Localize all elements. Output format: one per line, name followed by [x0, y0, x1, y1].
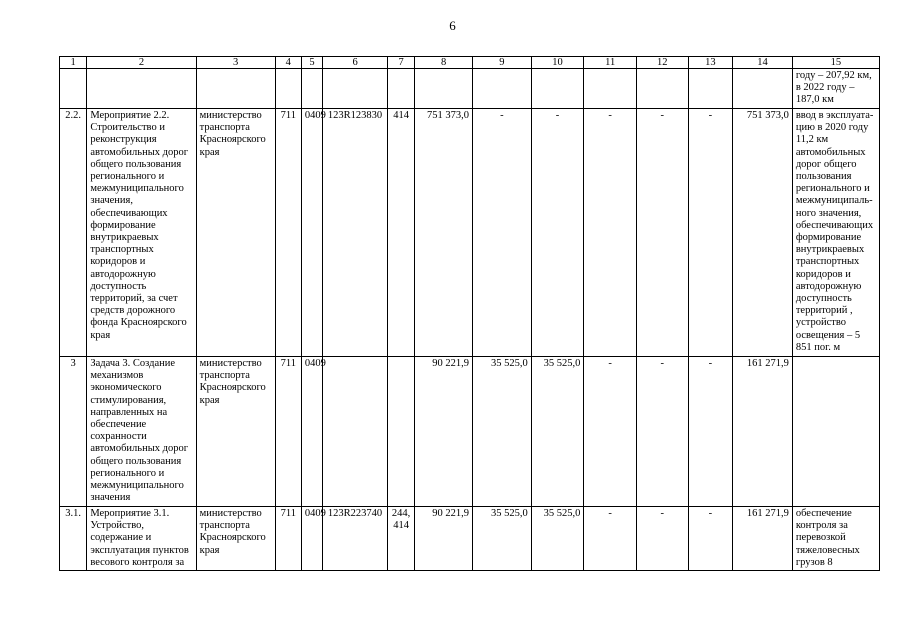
cell-name: Мероприятие 3.1. Устройство, содержание и эксплуатация пунктов весового контроля за [87, 507, 196, 571]
cell-amount: - [584, 357, 637, 507]
cell-result: ввод в эксплуата-цию в 2020 году 11,2 км автомобильных дорог общего пользования регионального и межмуниципаль-ного значения, обеспечивающих формирование внутрикраевых транспортных коридоров и автодорожную доступность территорий , устройство освещения – 5 851 пог. м [792, 109, 879, 357]
cell-amount: - [531, 109, 584, 357]
cell-amount: - [688, 109, 733, 357]
cell-result: обеспечение контроля за перевозкой тяжеловесных грузов 8 [792, 507, 879, 571]
column-numbers-row [60, 57, 880, 69]
column-number: 8 [415, 57, 473, 69]
column-number: 13 [688, 57, 733, 69]
cell-amount: 751 373,0 [415, 109, 473, 357]
cell-amount [472, 69, 531, 109]
column-number: 15 [792, 57, 879, 69]
table-row [60, 507, 880, 571]
cell-amount: - [688, 357, 733, 507]
cell-name: Мероприятие 2.2. Строительство и реконструкция автомобильных дорог общего пользования регионального и межмуниципального значения, обеспечивающих формирование внутрикраевых транспортных коридоров и автодорожную доступность территорий, за счет средств дорожного фонда Красноярского края [87, 109, 196, 357]
column-number: 5 [301, 57, 322, 69]
cell-section: 0409 [301, 507, 322, 571]
cell-amount: 90 221,9 [415, 507, 473, 571]
cell-total [733, 69, 793, 109]
cell-agency: министерство транспорта Красноярского края [196, 357, 275, 507]
column-number: 14 [733, 57, 793, 69]
cell-expense-type [387, 69, 414, 109]
column-number: 6 [323, 57, 388, 69]
cell-number: 3 [60, 357, 87, 507]
cell-expense-type: 414 [387, 109, 414, 357]
cell-amount: - [584, 109, 637, 357]
cell-amount: 35 525,0 [472, 357, 531, 507]
column-number: 12 [636, 57, 688, 69]
cell-number [60, 69, 87, 109]
cell-amount: - [472, 109, 531, 357]
column-number: 2 [87, 57, 196, 69]
cell-agency [196, 69, 275, 109]
cell-amount [636, 69, 688, 109]
cell-number: 3.1. [60, 507, 87, 571]
cell-result: году – 207,92 км, в 2022 году – 187,0 км [792, 69, 879, 109]
cell-section: 0409 [301, 109, 322, 357]
cell-grbs: 711 [275, 507, 301, 571]
cell-target: 123R123830 [323, 109, 388, 357]
cell-amount: 35 525,0 [472, 507, 531, 571]
cell-amount [584, 69, 637, 109]
cell-amount [688, 69, 733, 109]
cell-result [792, 357, 879, 507]
cell-section: 0409 [301, 357, 322, 507]
cell-expense-type: 244, 414 [387, 507, 414, 571]
column-number: 1 [60, 57, 87, 69]
column-number: 7 [387, 57, 414, 69]
cell-amount: 35 525,0 [531, 357, 584, 507]
table-row [60, 109, 880, 357]
column-number: 4 [275, 57, 301, 69]
cell-grbs: 711 [275, 109, 301, 357]
cell-grbs [275, 69, 301, 109]
cell-target: 123R223740 [323, 507, 388, 571]
cell-amount: 90 221,9 [415, 357, 473, 507]
cell-amount: 35 525,0 [531, 507, 584, 571]
cell-amount [531, 69, 584, 109]
table-row [60, 69, 880, 109]
cell-agency: министерство транспорта Красноярского края [196, 507, 275, 571]
cell-expense-type [387, 357, 414, 507]
cell-number: 2.2. [60, 109, 87, 357]
cell-amount: - [636, 357, 688, 507]
cell-total: 161 271,9 [733, 357, 793, 507]
cell-target [323, 69, 388, 109]
cell-total: 751 373,0 [733, 109, 793, 357]
cell-amount: - [584, 507, 637, 571]
cell-total: 161 271,9 [733, 507, 793, 571]
cell-target [323, 357, 388, 507]
cell-name: Задача 3. Создание механизмов экономического стимулирования, направленных на обеспечение сохранности автомобильных дорог общего пользования регионального и межмуниципального значения [87, 357, 196, 507]
cell-name [87, 69, 196, 109]
table-row [60, 357, 880, 507]
cell-grbs: 711 [275, 357, 301, 507]
column-number: 11 [584, 57, 637, 69]
cell-agency: министерство транспорта Красноярского края [196, 109, 275, 357]
cell-section [301, 69, 322, 109]
cell-amount: - [636, 507, 688, 571]
column-number: 3 [196, 57, 275, 69]
page-number: 6 [449, 18, 456, 33]
budget-table [59, 56, 880, 571]
cell-amount [415, 69, 473, 109]
column-number: 9 [472, 57, 531, 69]
column-number: 10 [531, 57, 584, 69]
cell-amount: - [636, 109, 688, 357]
cell-amount: - [688, 507, 733, 571]
